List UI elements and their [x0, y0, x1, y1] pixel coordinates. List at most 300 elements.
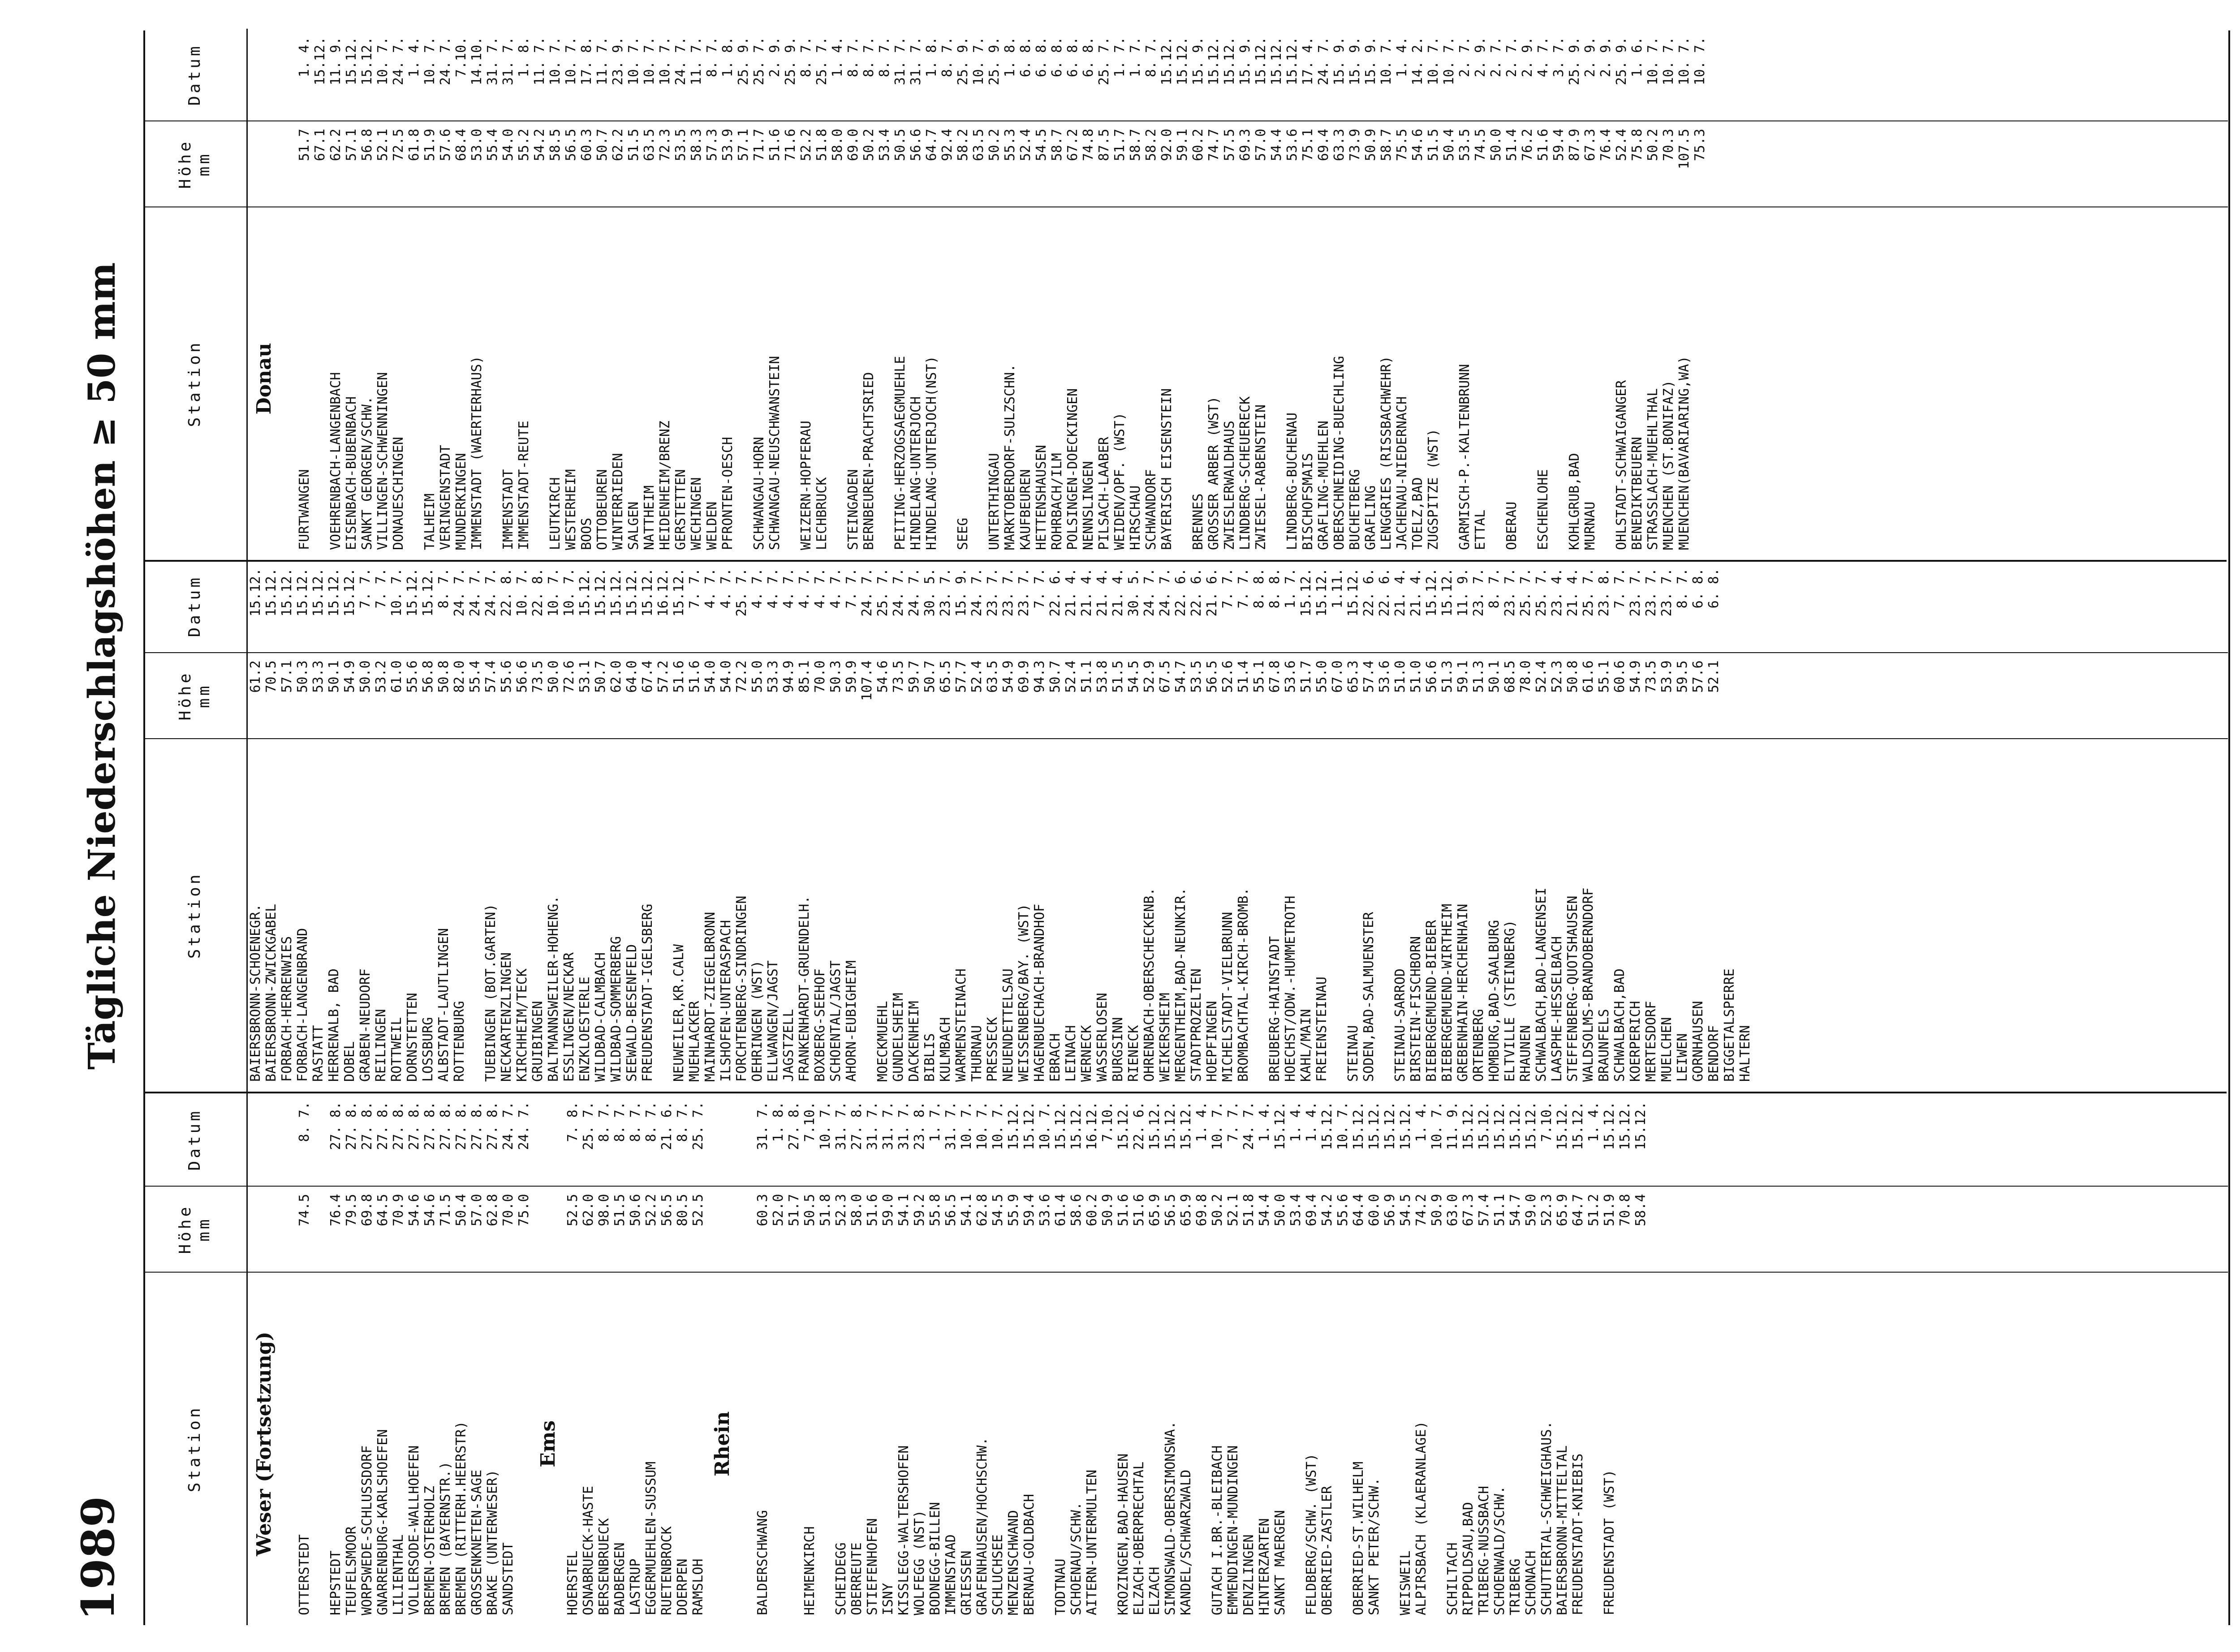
station-name: BREMEN (RITTERH.HEERSTR) — [453, 1421, 469, 1615]
precip-date: 1. 4. — [830, 37, 845, 77]
precip-height: 62.8 — [974, 1194, 990, 1226]
precip-height: 56.6 — [514, 660, 530, 693]
header-station: Station — [143, 738, 246, 1092]
station-name — [312, 207, 328, 550]
precip-height: 53.4 — [877, 129, 892, 161]
station-name: ZWIESEL-RABENSTEIN — [1253, 404, 1269, 550]
precip-date: 1.11. — [1330, 568, 1345, 609]
station-name: WASSERLOSEN — [1094, 993, 1110, 1082]
precip-height: 56.5 — [1204, 660, 1220, 693]
row-gap — [739, 1273, 755, 1615]
precip-height: 107.4 — [859, 660, 875, 701]
station-name: REILINGEN — [373, 1009, 389, 1082]
station-name: PRESSECK — [985, 1017, 1000, 1082]
precip-height: 57.7 — [953, 660, 969, 693]
precip-date: 15. 9. — [1347, 37, 1363, 86]
precip-date: 25. 9. — [1614, 37, 1629, 86]
precip-height: 71.6 — [783, 129, 798, 161]
precip-height: 62.2 — [610, 129, 626, 161]
precip-height: 59.2 — [912, 1194, 927, 1226]
precip-height: 51.1 — [1492, 1194, 1508, 1226]
precip-date: 1. 8. — [720, 37, 736, 77]
precip-height: 51.6 — [1131, 1194, 1147, 1226]
section-spacer — [532, 1101, 565, 1186]
precip-height: 56.6 — [908, 129, 924, 161]
precip-date: 21. 6. — [1204, 568, 1220, 617]
station-name — [1520, 207, 1535, 550]
precip-date: 10. 7. — [1692, 37, 1708, 86]
precip-height: 58.0 — [849, 1194, 865, 1226]
precip-date: 15. 9. — [1363, 37, 1378, 86]
precip-height: 75.8 — [1629, 129, 1645, 161]
precip-date: 8. 7. — [643, 1101, 659, 1142]
precip-height: 78.0 — [1518, 660, 1534, 693]
precip-date: 15.12. — [1269, 37, 1284, 86]
precip-date: 10. 7. — [375, 37, 391, 86]
precip-date: 22. 8. — [530, 568, 546, 617]
precip-height: 60.0 — [1366, 1194, 1382, 1226]
precip-height — [1737, 660, 1753, 738]
precip-date: 21. 4. — [1079, 568, 1094, 617]
precip-date: 2. 9. — [1582, 37, 1598, 77]
precip-date: 11. 9. — [1455, 568, 1471, 617]
precip-date: 15.12. — [1439, 568, 1455, 617]
precip-height: 50.5 — [892, 129, 908, 161]
precip-date: 17. 8. — [579, 37, 594, 86]
precip-height: 57.4 — [1361, 660, 1377, 693]
station-name: STEINAU-SARROD — [1392, 968, 1408, 1082]
precip-date: 15.12. — [1366, 1101, 1382, 1150]
precip-height: 50.7 — [1047, 660, 1063, 693]
station-name: DENZLINGEN — [1241, 1534, 1257, 1615]
precip-date: 15.12. — [1159, 37, 1175, 86]
precip-date: 15.12. — [326, 568, 342, 617]
precip-date: 15.12. — [1163, 1101, 1178, 1150]
station-name: BALDERSCHWANG — [755, 1510, 771, 1615]
precip-date: 22. 6. — [1377, 568, 1392, 617]
station-name: BOOS — [579, 517, 594, 550]
row-gap — [312, 1101, 328, 1186]
station-name: HINDELANG-UNTERJOCH — [908, 396, 924, 550]
station-name: STEFFENBERG-QUOTSHAUSEN — [1565, 895, 1581, 1082]
precip-height: 69.3 — [1237, 129, 1253, 161]
header-hoehe: Höhe mm — [143, 652, 246, 738]
station-name: LILIENTHAL — [391, 1534, 406, 1615]
precip-date: 15.12. — [1284, 37, 1300, 86]
column-body — [248, 1093, 2228, 1625]
precip-date: 10. 7. — [389, 568, 405, 617]
precip-height: 61.4 — [1053, 1194, 1068, 1226]
precip-height: 70.0 — [500, 1194, 516, 1226]
precip-height: 57.1 — [736, 129, 751, 161]
station-name: MOECKMUEHL — [875, 1001, 891, 1082]
station-name: GRUIBINGEN — [530, 1001, 546, 1082]
precip-height: 72.3 — [657, 129, 673, 161]
precip-date: 15.12. — [1298, 568, 1314, 617]
precip-height: 73.5 — [1643, 660, 1659, 693]
hoehe-column — [248, 120, 2228, 206]
precip-date: 21. 6. — [659, 1101, 675, 1150]
precip-date: 27. 8. — [344, 1101, 359, 1150]
station-name: BIEBERGEMUEND-BIEBER — [1424, 920, 1439, 1082]
precip-height: 65.3 — [1345, 660, 1361, 693]
precip-height: 62.8 — [485, 1194, 500, 1226]
precip-height: 50.8 — [436, 660, 452, 693]
precip-height: 53.6 — [1377, 660, 1392, 693]
station-name: FORBACH-LANGENBRAND — [295, 928, 310, 1082]
precip-date: 15.12. — [310, 568, 326, 617]
precip-date: 25. 7. — [814, 37, 830, 86]
station-name: EISENBACH-BUBENBACH — [344, 396, 359, 550]
precip-date: 21. 4. — [1094, 568, 1110, 617]
station-name: VOLLERSODE-WALLHOEFEN — [406, 1445, 422, 1615]
precip-date: 15.12. — [312, 37, 328, 86]
precip-date: 24. 7. — [969, 568, 985, 617]
precip-date: 1. 4. — [1413, 1101, 1429, 1142]
station-name — [1382, 1273, 1398, 1615]
station-name: GROSSER ARBER (WST) — [1206, 396, 1222, 550]
station-name: FURTWANGEN — [297, 469, 312, 550]
precip-date: 10. 7. — [561, 568, 577, 617]
precip-date: 25. 7. — [875, 568, 891, 617]
station-name: WECHINGEN — [689, 477, 704, 550]
precip-height: 54.0 — [718, 660, 734, 693]
precip-date: 7. 7. — [1032, 568, 1047, 609]
precip-height: 85.1 — [797, 660, 812, 693]
station-name: TALHEIM — [422, 493, 438, 550]
precip-date: 27. 8. — [359, 1101, 375, 1150]
precip-height: 75.0 — [516, 1194, 532, 1226]
station-name: SANKT MAERGEN — [1272, 1510, 1288, 1615]
precip-height: 73.5 — [891, 660, 906, 693]
precip-height: 54.5 — [1398, 1194, 1413, 1226]
precip-height: 52.9 — [1142, 660, 1157, 693]
precip-date: 8. 7. — [939, 37, 955, 77]
precip-height: 67.2 — [1065, 129, 1081, 161]
precip-height: 68.5 — [1502, 660, 1518, 693]
precip-date: 15.12. — [1178, 1101, 1194, 1150]
precip-height: 53.5 — [673, 129, 689, 161]
station-name: OTTERSTEDT — [297, 1534, 312, 1615]
section-spacer — [532, 1194, 565, 1271]
precip-height: 51.9 — [422, 129, 438, 161]
precip-height: 67.8 — [1267, 660, 1283, 693]
station-name: GRIESSEN — [959, 1550, 974, 1615]
precip-height: 55.4 — [485, 129, 500, 161]
station-name: LEUTKIRCH — [547, 477, 563, 550]
precip-height: 55.6 — [1335, 1194, 1351, 1226]
row-gap — [281, 1273, 297, 1615]
station-column — [248, 1272, 2228, 1625]
precip-date: 10. 7. — [1676, 37, 1692, 86]
precip-height: 52.4 — [1534, 660, 1549, 693]
precip-date: 31. 7. — [896, 1101, 912, 1150]
station-name: LEIWEN — [1675, 1033, 1690, 1082]
precip-date: 24. 7. — [673, 37, 689, 86]
precip-height: 50.2 — [1210, 1194, 1225, 1226]
station-column — [248, 738, 2228, 1092]
datum-column — [248, 29, 2228, 120]
station-name: KANDEL/SCHWARZWALD — [1178, 1469, 1194, 1615]
precip-date: 17. 4. — [1300, 37, 1316, 86]
precip-height: 52.4 — [969, 660, 985, 693]
precip-date: 31. 7. — [833, 1101, 849, 1150]
precip-date: 11. 9. — [1445, 1101, 1460, 1150]
header-station: Station — [143, 206, 246, 560]
precip-height: 74.5 — [1473, 129, 1488, 161]
precip-date: 27. 8. — [391, 1101, 406, 1150]
precip-height: 58.0 — [830, 129, 845, 161]
precip-height: 55.3 — [1002, 129, 1018, 161]
precip-height: 54.0 — [702, 660, 718, 693]
precip-date: 10. 7. — [1335, 1101, 1351, 1150]
precip-date: 15.12. — [671, 568, 687, 617]
station-name: BREUBERG-HAINSTADT — [1267, 936, 1283, 1082]
precip-date: 1. 7. — [1283, 568, 1298, 609]
precip-height: 62.0 — [608, 660, 624, 693]
precip-date: 6. 8. — [1034, 37, 1049, 77]
precip-date: 4. 7. — [797, 568, 812, 609]
station-name: BRAKE (UNTERWESER) — [485, 1469, 500, 1615]
section-spacer — [248, 1194, 281, 1271]
section-spacer — [248, 1101, 281, 1186]
station-name: ESCHENLOHE — [1535, 469, 1551, 550]
station-name: OBERAU — [1504, 501, 1520, 550]
table-column-2 — [143, 560, 2227, 1093]
precip-height: 51.0 — [1408, 660, 1424, 693]
section-heading: Weser (Fortsetzung) — [253, 1331, 276, 1556]
precip-date: 15.12. — [295, 568, 310, 617]
precip-date: 7.10. — [1539, 1101, 1555, 1142]
precip-height: 51.5 — [1110, 660, 1126, 693]
station-name: OTTOBEUREN — [594, 469, 610, 550]
station-name: SANDSTEDT — [500, 1542, 516, 1615]
precip-date: 15.12. — [1555, 1101, 1570, 1150]
station-name: SCHOENWALD/SCHW. — [1492, 1486, 1508, 1615]
section-heading: Donau — [253, 343, 276, 415]
precip-date: 1. 4. — [1304, 1101, 1319, 1142]
precip-date: 15.12. — [1523, 1101, 1539, 1150]
precip-height: 76.2 — [1520, 129, 1535, 161]
precip-height: 51.4 — [1504, 129, 1520, 161]
precip-date: 15.12. — [1272, 1101, 1288, 1150]
precip-date: 1. 6. — [1629, 37, 1645, 77]
precip-height: 69.9 — [1016, 660, 1032, 693]
station-name: HOEPFINGEN — [1204, 1001, 1220, 1082]
precip-date: 10. 7. — [1037, 1101, 1053, 1150]
precip-height: 62.2 — [328, 129, 344, 161]
precip-date: 7. 7. — [844, 568, 859, 609]
station-name: HEIDENHEIM/BRENZ — [657, 421, 673, 550]
precip-height: 53.6 — [1037, 1194, 1053, 1226]
precip-date: 15.12. — [1021, 1101, 1037, 1150]
precip-date: 15. 9. — [953, 568, 969, 617]
precip-height: 75.3 — [1692, 129, 1708, 161]
station-name: BERNBEUREN-PRACHTSRIED — [861, 372, 877, 550]
precip-height: 52.3 — [1539, 1194, 1555, 1226]
precip-height: 59.0 — [880, 1194, 896, 1226]
station-name: FREUDENSTADT-IGELSBERG — [640, 903, 655, 1082]
precip-height — [1722, 660, 1737, 738]
precip-date: 15.12. — [420, 568, 436, 617]
station-name: MUENCHEN(BAVARIARING,WA) — [1676, 356, 1692, 550]
year-label: 1989 — [72, 1496, 125, 1621]
station-name — [516, 1273, 532, 1615]
station-name: HOECHST/ODW.-HUMMETROTH — [1283, 895, 1298, 1082]
station-name: BUCHETBERG — [1347, 469, 1363, 550]
precip-date: 4. 7. — [718, 568, 734, 609]
precip-date: 15.12. — [1006, 1101, 1021, 1150]
station-name: IMMENSTAAD — [943, 1534, 959, 1615]
precip-date: 14. 2. — [1410, 37, 1426, 86]
precip-height: 54.1 — [896, 1194, 912, 1226]
precip-date: 7. 7. — [1612, 568, 1628, 609]
station-name: HEIMENKIRCH — [802, 1526, 818, 1615]
station-name: BADBERGEN — [612, 1542, 628, 1615]
station-name: EGGERMUEHLEN-SUSSUM — [643, 1461, 659, 1615]
precip-date: 23. 4. — [1549, 568, 1565, 617]
station-name: BENDORF — [1706, 1025, 1722, 1082]
precip-height: 72.2 — [734, 660, 750, 693]
precip-date: 23. 8. — [912, 1101, 927, 1150]
section-spacer — [248, 37, 281, 120]
precip-date: 2. 9. — [767, 37, 783, 77]
precip-date: 31. 7. — [892, 37, 908, 86]
precip-date: 6. 8. — [1049, 37, 1065, 77]
precip-height: 50.4 — [453, 1194, 469, 1226]
station-name: ALBSTADT-LAUTLINGEN — [436, 928, 452, 1082]
station-name: MERGENTHEIM,BAD-NEUNKIR. — [1173, 887, 1189, 1082]
precip-height: 58.5 — [547, 129, 563, 161]
station-name — [1633, 1273, 1649, 1615]
precip-height: 54.7 — [1173, 660, 1189, 693]
station-name: ISNY — [880, 1583, 896, 1615]
datum-column — [248, 1093, 2228, 1186]
precip-date: 10. 7. — [971, 37, 986, 86]
station-name: KOERPERICH — [1628, 1001, 1643, 1082]
precip-height: 64.0 — [624, 660, 640, 693]
precip-date: 7. 7. — [687, 568, 702, 609]
precip-height: 57.1 — [344, 129, 359, 161]
precip-height: 51.9 — [1602, 1194, 1617, 1226]
precip-height: 50.8 — [1565, 660, 1581, 693]
precip-height: 70.8 — [1617, 1194, 1633, 1226]
station-name: STADTPROZELTEN — [1189, 968, 1204, 1082]
precip-date: 24. 7. — [452, 568, 467, 617]
precip-height: 57.0 — [469, 1194, 485, 1226]
precip-height: 54.5 — [1126, 660, 1142, 693]
precip-date: 7.10. — [453, 37, 469, 77]
precip-date: 30. 5. — [922, 568, 938, 617]
station-name: ETTAL — [1473, 509, 1488, 550]
precip-date: 8. 7. — [1675, 568, 1690, 609]
station-name: WOLFEGG (NST) — [912, 1510, 927, 1615]
precip-date: 22. 6. — [1173, 568, 1189, 617]
precip-height: 53.0 — [469, 129, 485, 161]
precip-height: 74.7 — [1206, 129, 1222, 161]
station-name: LEINACH — [1063, 1025, 1079, 1082]
precip-height: 50.1 — [326, 660, 342, 693]
precip-date: 1. 4. — [1288, 1101, 1304, 1142]
precip-date: 25. 9. — [736, 37, 751, 86]
precip-height: 62.0 — [581, 1194, 596, 1226]
precip-height: 60.3 — [579, 129, 594, 161]
precip-height: 50.0 — [1488, 129, 1504, 161]
precip-height: 50.2 — [861, 129, 877, 161]
station-name: SCHEIDEGG — [833, 1542, 849, 1615]
precip-date: 21. 4. — [1392, 568, 1408, 617]
precip-height: 65.9 — [1178, 1194, 1194, 1226]
station-name: BIBLIS — [922, 1033, 938, 1082]
precip-height: 52.1 — [1225, 1194, 1241, 1226]
precip-date: 11. 7. — [532, 37, 547, 86]
row-gap — [281, 207, 297, 550]
precip-date: 1. 8. — [516, 37, 532, 77]
precip-date: 16.12. — [655, 568, 671, 617]
precip-height: 52.3 — [1549, 660, 1565, 693]
precip-date: 1. 4. — [1194, 1101, 1210, 1142]
precip-height: 50.5 — [802, 1194, 818, 1226]
station-name: TUEBINGEN (BOT.GARTEN) — [483, 903, 499, 1082]
precip-height: 56.8 — [420, 660, 436, 693]
precip-height: 54.4 — [1269, 129, 1284, 161]
precip-height: 59.0 — [1523, 1194, 1539, 1226]
precip-height: 70.3 — [1661, 129, 1676, 161]
precip-date: 1. 7. — [927, 1101, 943, 1142]
precip-date: 31. 7. — [908, 37, 924, 86]
precip-date: 2. 9. — [1598, 37, 1614, 77]
precip-height: 50.3 — [828, 660, 844, 693]
station-name: WEISWEIL — [1398, 1550, 1413, 1615]
precip-height: 58.4 — [1633, 1194, 1649, 1226]
station-name: HERRENALB, BAD — [326, 968, 342, 1082]
datum-column — [248, 560, 2228, 652]
station-name: BODNEGG-BILLEN — [927, 1502, 943, 1615]
station-name: SIMONSWALD-OBERSIMONSWA. — [1163, 1421, 1178, 1615]
station-name: LOSSBURG — [420, 1017, 436, 1082]
precip-date: 21. 4. — [1565, 568, 1581, 617]
station-name: AHORN-EUBIGHEIM — [844, 960, 859, 1082]
precip-date: 10. 7. — [1210, 1101, 1225, 1150]
precip-height: 50.0 — [1272, 1194, 1288, 1226]
station-name: ROTTWEIL — [389, 1017, 405, 1082]
station-name: RHAUNEN — [1518, 1025, 1534, 1082]
station-name: TOELZ,BAD — [1410, 477, 1426, 550]
station-name: RIENECK — [1126, 1025, 1142, 1082]
station-name — [971, 207, 986, 550]
precip-height: 56.9 — [1382, 1194, 1398, 1226]
station-name: OHRENBACH-OBERSCHECKENB. — [1142, 887, 1157, 1082]
station-name: OHLSTADT-SCHWAIGANGER — [1614, 380, 1629, 550]
station-name: DORNSTETTEN — [405, 993, 420, 1082]
precip-date — [1737, 568, 1753, 652]
precip-height: 50.9 — [1429, 1194, 1445, 1226]
station-name: WEIKERSHEIM — [1157, 993, 1173, 1082]
precip-height: 55.0 — [750, 660, 765, 693]
precip-height: 53.6 — [1284, 129, 1300, 161]
station-name: MUENCHEN (ST.BONIFAZ) — [1661, 380, 1676, 550]
precip-height: 54.9 — [1628, 660, 1643, 693]
precip-date: 23. 7. — [1628, 568, 1643, 617]
precip-height: 55.8 — [927, 1194, 943, 1226]
precip-date: 21. 4. — [1110, 568, 1126, 617]
station-name: FREUDENSTADT (WST) — [1602, 1469, 1617, 1615]
station-name: GRABEN-NEUDORF — [358, 968, 373, 1082]
precip-height: 61.8 — [406, 129, 422, 161]
station-name: STEINAU — [1345, 1025, 1361, 1082]
station-name: GNARRENBURG-KARLSHOEFEN — [375, 1429, 391, 1615]
precip-date: 7. 7. — [1236, 568, 1251, 609]
